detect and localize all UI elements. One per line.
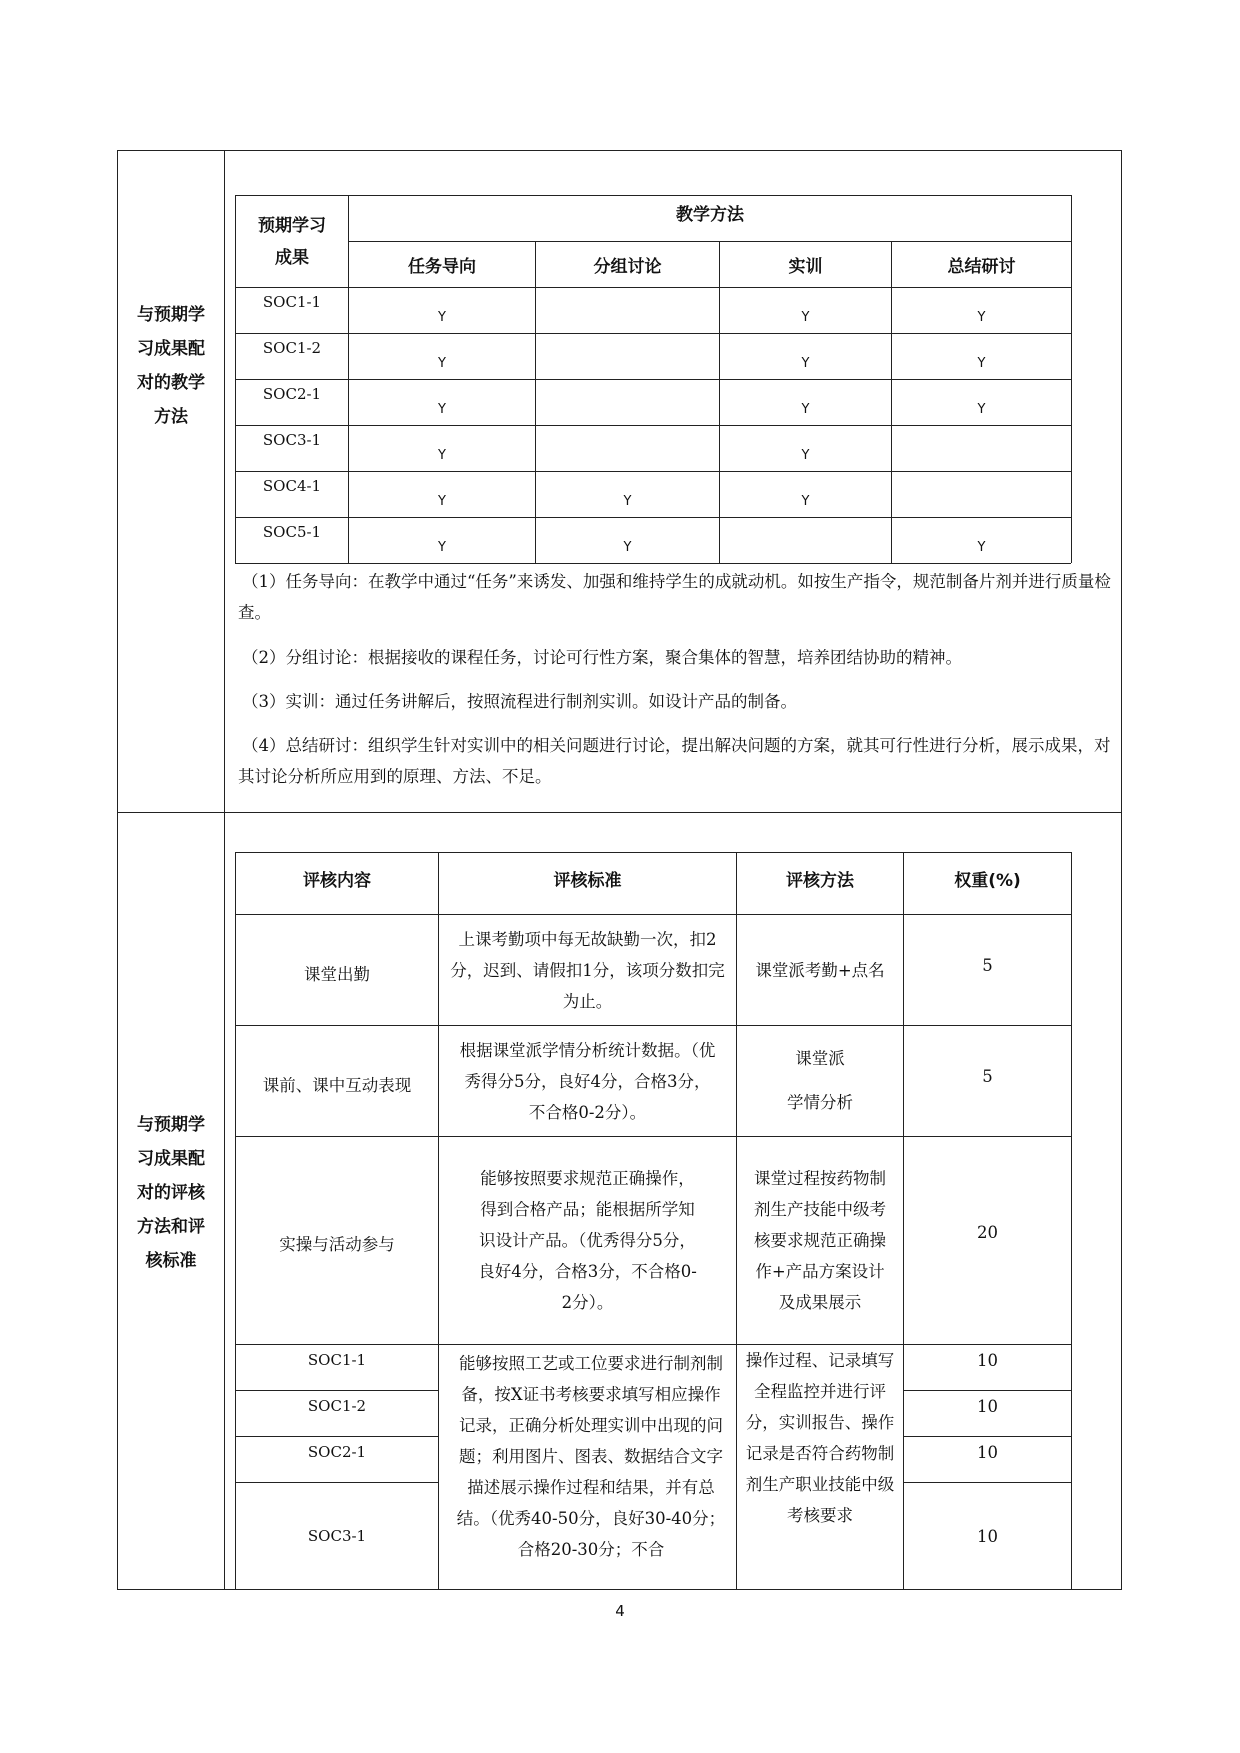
header-assessment-method: 评核方法 <box>786 870 854 891</box>
outcome-code: SOC1-2 <box>262 339 322 357</box>
method-mark: Y <box>801 356 810 371</box>
weight-value: 5 <box>982 955 993 975</box>
method-mark: Y <box>438 402 446 417</box>
header-teaching-methods: 教学方法 <box>676 204 744 225</box>
method-mark: Y <box>801 310 810 325</box>
assessment-method: 课堂派考勤+点名 <box>755 960 885 980</box>
method-mark: Y <box>438 448 446 463</box>
method-mark: Y <box>801 402 810 417</box>
outcome-code: SOC4-1 <box>262 477 322 495</box>
note-summary-discussion: （4）总结研讨：组织学生针对实训中的相关问题进行讨论，提出解决问题的方案，就其可行性进行分析，展示成果，对其讨论分析所应用到的原理、方法、不足。 <box>238 736 1111 786</box>
outcome-code: SOC5-1 <box>262 523 322 541</box>
method-mark <box>720 518 891 563</box>
header-method: 分组讨论 <box>593 257 662 277</box>
weight-value: 5 <box>982 1066 993 1086</box>
assessment-method: 课堂过程按药物制剂生产技能中级考核要求规范正确操作+产品方案设计及成果展示 <box>754 1169 886 1312</box>
method-mark <box>892 472 1071 517</box>
soc-code: SOC3-1 <box>307 1527 367 1545</box>
soc-code: SOC1-2 <box>307 1397 367 1415</box>
method-mark: Y <box>801 494 810 509</box>
header-weight: 权重(%) <box>954 870 1021 891</box>
soc-assessment-standard: 能够按照工艺或工位要求进行制剂制备，按X证书考核要求填写相应操作记录，正确分析处理实训中出现的问题；利用图片、图表、数据结合文字描述展示操作过程和结果，并有总结。（优秀40-50分，良好30-40分；合格20-30分；不合 <box>456 1354 726 1559</box>
note-task-oriented: （1）任务导向：在教学中通过“任务”来诱发、加强和维持学生的成就动机。如按生产指令，规范制备片剂并进行质量检查。 <box>238 572 1111 622</box>
assessment-standard: 根据课堂派学情分析统计数据。（优秀得分5分，良好4分，合格3分，不合格0-2分）。 <box>459 1040 716 1122</box>
method-mark: Y <box>977 540 986 555</box>
method-mark: Y <box>623 494 632 509</box>
assessment-content: 课前、课中互动表现 <box>262 1075 412 1095</box>
section-2-label: 与预期学 习成果配 对的评核 方法和评 核标准 <box>137 1115 205 1271</box>
weight-value: 10 <box>977 1396 998 1416</box>
method-mark: Y <box>438 540 446 555</box>
method-mark <box>536 288 719 333</box>
outcome-code: SOC1-1 <box>262 293 322 311</box>
weight-value: 10 <box>977 1526 998 1546</box>
method-mark <box>536 426 719 471</box>
method-mark: Y <box>801 448 810 463</box>
method-mark: Y <box>438 310 446 325</box>
outcome-code: SOC3-1 <box>262 431 322 449</box>
section-1-label: 与预期学 习成果配 对的教学 方法 <box>137 305 205 427</box>
soc-code: SOC2-1 <box>307 1443 367 1461</box>
header-method: 任务导向 <box>408 257 476 277</box>
note-group-discussion: （2）分组讨论：根据接收的课程任务，讨论可行性方案，聚合集体的智慧，培养团结协助的精神。 <box>242 648 962 667</box>
assessment-standard: 上课考勤项中每无故缺勤一次，扣2分，迟到、请假扣1分，该项分数扣完为止。 <box>450 929 725 1011</box>
header-assessment-standard: 评核标准 <box>553 870 622 891</box>
method-mark: Y <box>977 310 986 325</box>
weight-value: 10 <box>977 1350 998 1370</box>
method-mark <box>536 334 719 379</box>
header-expected-outcome: 预期学习 成果 <box>258 215 326 268</box>
weight-value: 20 <box>977 1222 998 1242</box>
header-method: 实训 <box>788 257 823 277</box>
assessment-standard: 能够按照要求规范正确操作，得到合格产品；能根据所学知识设计产品。（优秀得分5分，良好4分，合格3分，不合格0-2分）。 <box>478 1169 697 1312</box>
note-practical-training: （3）实训：通过任务讲解后，按照流程进行制剂实训。如设计产品的制备。 <box>242 692 797 711</box>
soc-code: SOC1-1 <box>307 1351 367 1369</box>
soc-assessment-method: 操作过程、记录填写全程监控并进行评分，实训报告、操作记录是否符合药物制剂生产职业技能中级考核要求 <box>745 1351 895 1525</box>
assessment-method: 课堂派 学情分析 <box>787 1049 853 1112</box>
weight-value: 10 <box>977 1442 998 1462</box>
page-number: 4 <box>615 1602 625 1620</box>
method-mark <box>536 380 719 425</box>
method-mark <box>892 426 1071 471</box>
method-mark: Y <box>438 356 446 371</box>
method-mark: Y <box>623 540 632 555</box>
method-mark: Y <box>977 356 986 371</box>
outcome-code: SOC2-1 <box>262 385 322 403</box>
header-method: 总结研讨 <box>947 257 1016 277</box>
header-assessment-content: 评核内容 <box>303 870 371 891</box>
assessment-content: 课堂出勤 <box>304 964 370 984</box>
method-mark: Y <box>438 494 446 509</box>
assessment-content: 实操与活动参与 <box>279 1235 395 1254</box>
method-mark: Y <box>977 402 986 417</box>
